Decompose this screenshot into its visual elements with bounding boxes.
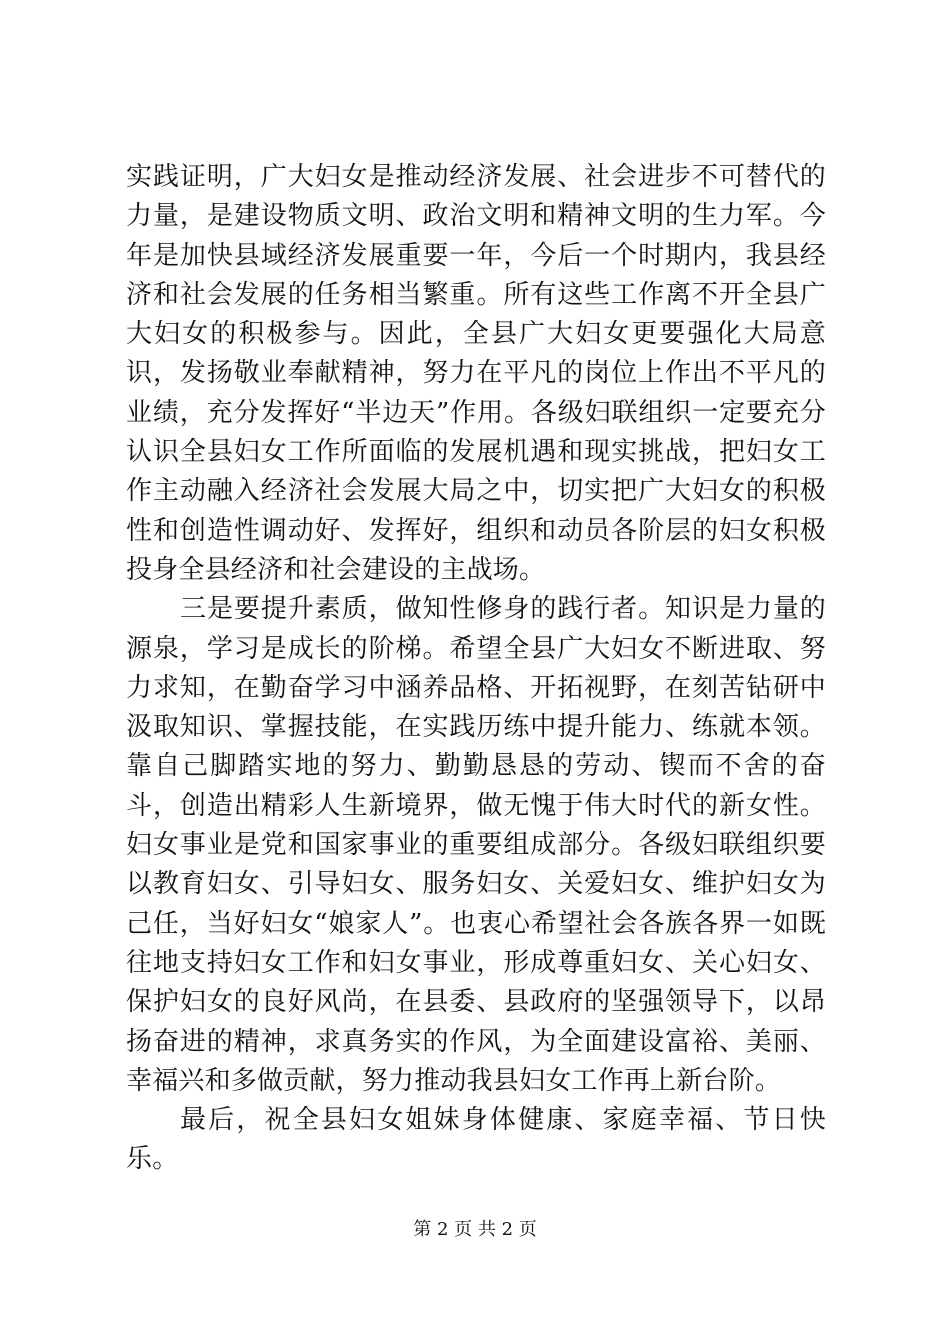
paragraph-1: 实践证明，广大妇女是推动经济发展、社会进步不可替代的力量，是建设物质文明、政治文明和精神文明的生力军。今年是加快县域经济发展重要一年，今后一个时期内，我县经济和社会发展的任务相当繁重。所有这些工作离不开全县广大妇女的积极参与。因此，全县广大妇女更要强化大局意识，发扬敬业奉献精神，努力在平凡的岗位上作出不平凡的业绩，充分发挥好“半边天”作用。各级妇联组织一定要充分认识全县妇女工作所面临的发展机遇和现实挑战，把妇女工作主动融入经济社会发展大局之中，切实把广大妇女的积极性和创造性调动好、发挥好，组织和动员各阶层的妇女积极投身全县经济和社会建设的主战场。 bbox=[126, 162, 826, 585]
paragraph-2: 三是要提升素质，做知性修身的践行者。知识是力量的源泉，学习是成长的阶梯。希望全县广大妇女不断进取、努力求知，在勤奋学习中涵养品格、开拓视野，在刻苦钻研中汲取知识、掌握技能，在实践历练中提升能力、练就本领。靠自己脚踏实地的努力、勤勤恳恳的劳动、锲而不舍的奋斗，创造出精彩人生新境界，做无愧于伟大时代的新女性。妇女事业是党和国家事业的重要组成部分。各级妇联组织要以教育妇女、引导妇女、服务妇女、关爱妇女、维护妇女为己任，当好妇女“娘家人”。也衷心希望社会各族各界一如既往地支持妇女工作和妇女事业，形成尊重妇女、关心妇女、保护妇女的良好风尚，在县委、县政府的坚强领导下，以昂扬奋进的精神，求真务实的作风，为全面建设富裕、美丽、幸福兴和多做贡献，努力推动我县妇女工作再上新台阶。 bbox=[126, 594, 826, 1096]
document-body bbox=[126, 158, 826, 1180]
paragraph-3: 最后，祝全县妇女姐妹身体健康、家庭幸福、节日快乐。 bbox=[126, 1105, 826, 1175]
page-footer: 第 2 页 共 2 页 bbox=[413, 1219, 537, 1240]
